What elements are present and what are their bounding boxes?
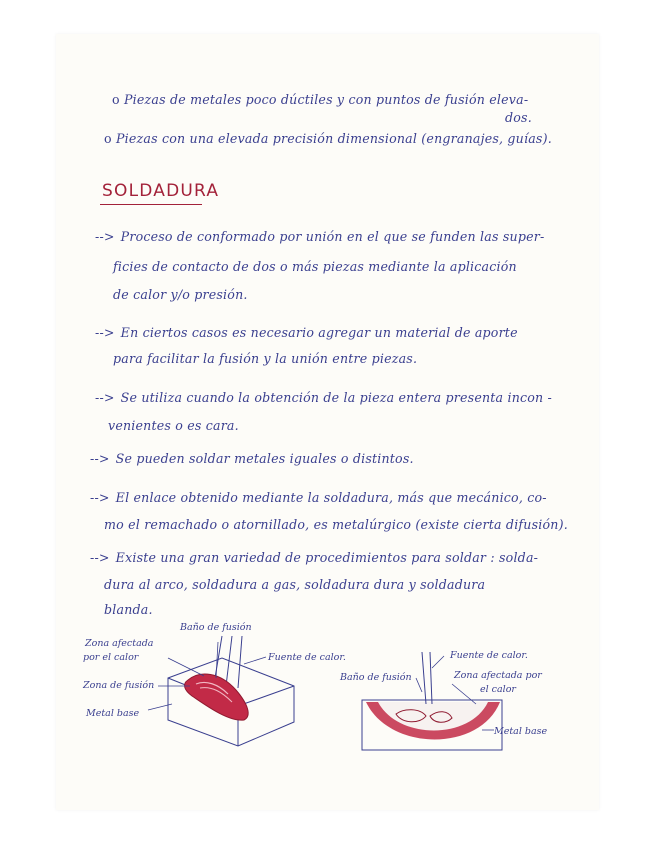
bullet-1-line-3: de calor y/o presión. bbox=[113, 287, 248, 302]
arrow-icon: --> bbox=[90, 451, 110, 466]
bullet-5-line-1: --> El enlace obtenido mediante la soldadura, más que mecánico, co- bbox=[90, 490, 547, 505]
bullet-6-line-1: --> Existe una gran variedad de procedimientos para soldar : solda- bbox=[90, 550, 539, 565]
weld-diagram-left bbox=[0, 612, 346, 772]
label-zona-afectada-right-2: el calor bbox=[480, 684, 516, 695]
intro-item-1-text: Piezas de metales poco dúctiles y con puntos de fusión eleva- bbox=[124, 92, 529, 107]
bullet-1-line-1: --> Proceso de conformado por unión en el que se funden las super- bbox=[95, 229, 545, 244]
label-zona-fusion: Zona de fusión bbox=[83, 680, 155, 691]
arrow-icon: --> bbox=[95, 390, 115, 405]
intro-item-2-text: Piezas con una elevada precisión dimensional (engranajes, guías). bbox=[116, 131, 552, 146]
label-metal-base: Metal base bbox=[86, 708, 140, 719]
bullet-4-line-1: --> Se pueden soldar metales iguales o distintos. bbox=[90, 451, 414, 466]
label-fuente-calor: Fuente de calor. bbox=[268, 652, 346, 663]
label-zona-afectada-1: Zona afectada bbox=[85, 638, 154, 649]
section-title-underline bbox=[100, 204, 202, 205]
bullet-2-line-1: --> En ciertos casos es necesario agregar un material de aporte bbox=[95, 325, 518, 340]
label-bano-fusion: Baño de fusión bbox=[180, 622, 252, 633]
intro-item-1 bbox=[112, 92, 528, 107]
bullet-6-line-3: blanda. bbox=[104, 602, 153, 617]
section-title: SOLDADURA bbox=[102, 181, 220, 201]
label-zona-afectada-2: por el calor bbox=[83, 652, 139, 663]
bullet-2-line-2: para facilitar la fusión y la unión entre piezas. bbox=[113, 351, 418, 366]
arrow-icon: --> bbox=[90, 550, 110, 565]
bullet-1-line-2: ficies de contacto de dos o más piezas mediante la aplicación bbox=[113, 259, 517, 274]
label-fuente-calor-right: Fuente de calor. bbox=[450, 650, 528, 661]
bullet-6-line-2: dura al arco, soldadura a gas, soldadura dura y soldadura bbox=[104, 577, 486, 592]
intro-item-1-cont: dos. bbox=[505, 110, 532, 125]
bullet-5-line-2: mo el remachado o atornillado, es metalúrgico (existe cierta difusión). bbox=[104, 517, 568, 532]
label-bano-fusion-right: Baño de fusión bbox=[340, 672, 412, 683]
arrow-icon: --> bbox=[90, 490, 110, 505]
label-zona-afectada-right-1: Zona afectada por bbox=[454, 670, 542, 681]
bullet-3-line-1: --> Se utiliza cuando la obtención de la pieza entera presenta incon - bbox=[95, 390, 553, 405]
weld-diagram-right bbox=[330, 612, 565, 762]
arrow-icon: --> bbox=[95, 325, 115, 340]
arrow-icon: --> bbox=[95, 229, 115, 244]
bullet-3-line-2: venientes o es cara. bbox=[108, 418, 239, 433]
bullet-circle-icon: o bbox=[104, 131, 116, 146]
label-metal-base-right: Metal base bbox=[494, 726, 548, 737]
intro-item-2 bbox=[104, 131, 552, 146]
bullet-circle-icon: o bbox=[112, 92, 124, 107]
